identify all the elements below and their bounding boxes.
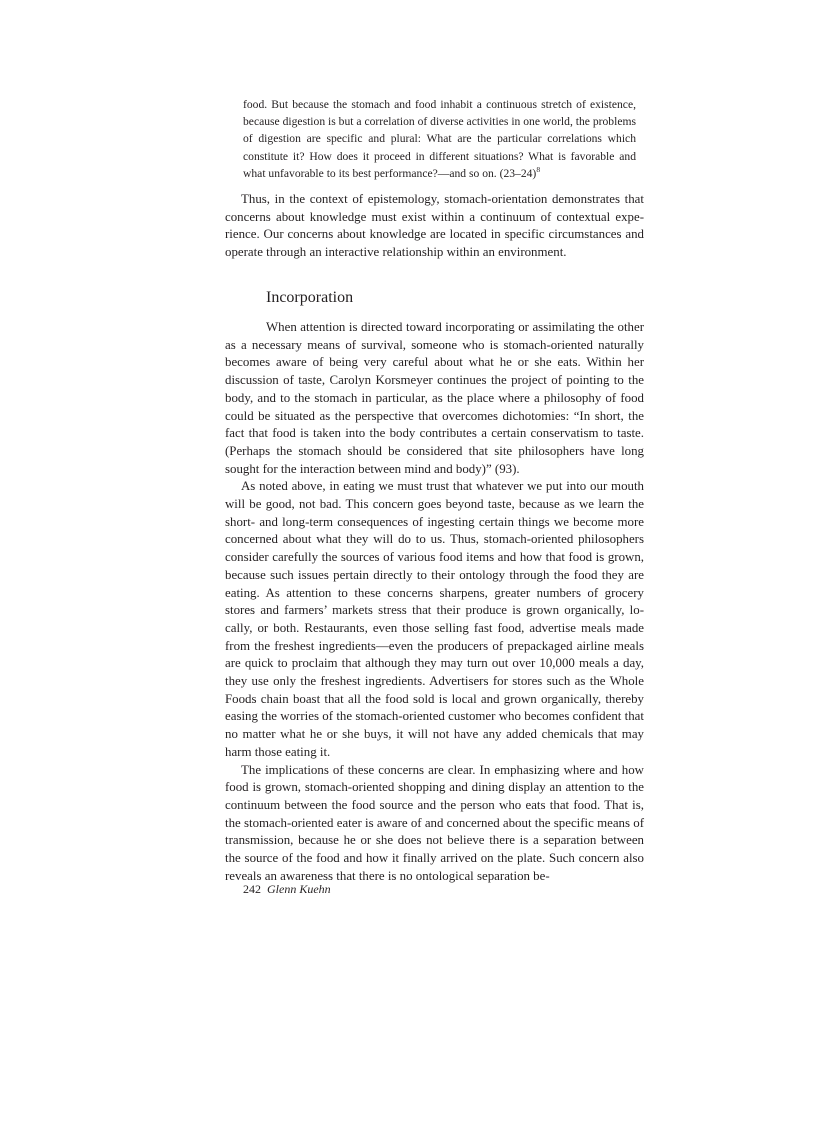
page-number: 242	[243, 882, 261, 896]
running-author: Glenn Kuehn	[267, 882, 331, 896]
block-quote-text: food. But because the stomach and food inhabit a continuous stretch of existence, because digestion is but a correlation of diverse activities in one world, the problems of digestion are specific and plural: What are the particular correlations which constitute it? How does it proceed in different situations? What is favorable and what unfavorable to its best performance?—and so on. (23–24)	[243, 98, 636, 180]
paragraph: When attention is directed toward incorporating or assimilating the other as a necessary means of survival, someone who is stomach-oriented naturally becomes aware of being very careful about what he or she eats. Within her discussion of taste, Carolyn Korsmeyer continues the project of pointing to the body, and to the stomach in particular, as the place where a philosophy of food could be situated as the perspective that overcomes dichotomies: “In short, the fact that food is taken into the body contributes a certain conservatism to taste. (Perhaps the stomach should be considered that site philosophers have long sought for the interaction between mind and body)” (93).	[225, 320, 644, 476]
paragraph: As noted above, in eating we must trust that whatever we put into our mouth will be good, not bad. This concern goes beyond taste, because as we learn the short- and long-term consequences of ingesting certain things we become more concerned about what they will do to us. Thus, stomach-oriented philosophers consider carefully the sources of various food items and how that food is grown, because such issues pertain directly to their ontology through the food they are eating. As attention to these concerns sharpens, greater numbers of grocery stores and farmers’ markets stress that their produce is grown organically, locally, or both. Restaurants, even those selling fast food, advertise meals made from the freshest ingredients—even the producers of prepackaged airline meals are quick to proclaim that although they may turn out over 10,000 meals a day, they use only the freshest ingredients. Advertisers for stores such as the Whole Foods chain boast that all the food sold is local and grown organically, thereby easing the worries of the stomach-oriented customer who becomes confident that no matter what he or she buys, it will not have any added chemicals that may harm those eating it.	[225, 479, 644, 759]
section-heading: Incorporation	[266, 289, 354, 306]
block-quote	[243, 96, 636, 182]
running-footer	[243, 881, 331, 897]
paragraph-group-before-heading	[225, 191, 644, 262]
section-body	[225, 319, 644, 886]
paragraph: The implications of these concerns are clear. In emphasizing where and how food is grown, stomach-oriented shopping and dining display an attention to the continuum between the food source and the person who eats that food. That is, the stomach-oriented eater is aware of and concerned about the specific means of transmission, because he or she does not believe there is a separation between the source of the food and how it finally arrived on the plate. Such concern also reveals an awareness that there is no ontological separation be-	[225, 762, 644, 883]
footnote-marker: 8	[536, 164, 541, 174]
paragraph: Thus, in the context of epistemology, stomach-orientation demonstrates that concerns about knowledge must exist within a continuum of contextual experience. Our concerns about knowledge are located in specific circumstances and operate through an interactive relationship within an environment.	[225, 192, 644, 260]
